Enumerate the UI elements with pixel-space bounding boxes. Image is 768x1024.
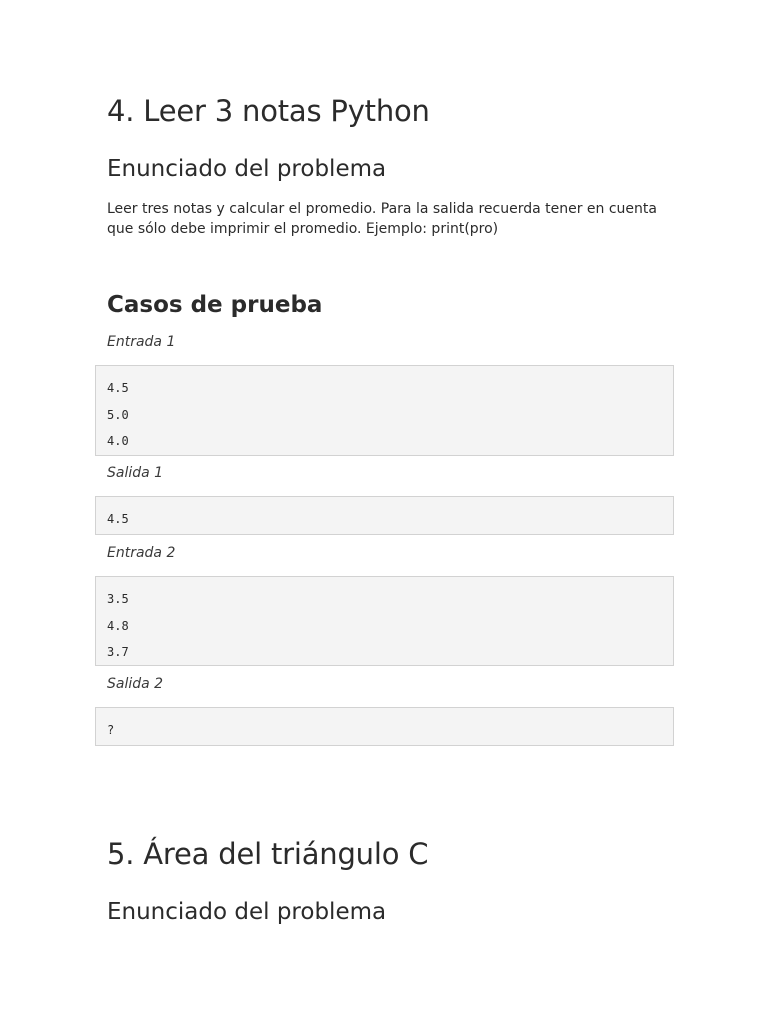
code-line: 5.0 [107, 407, 129, 422]
input-2-codeblock [95, 576, 674, 666]
section-4-statement-heading: Enunciado del problema [107, 156, 387, 182]
input-1-label: Entrada 1 [107, 334, 176, 350]
code-line: 4.5 [107, 381, 129, 395]
section-5-statement-heading: Enunciado del problema [107, 899, 387, 925]
test-cases-heading: Casos de prueba [107, 292, 323, 318]
code-line: 4.0 [107, 434, 129, 448]
code-line: 3.7 [107, 645, 129, 659]
output-1-label: Salida 1 [107, 465, 164, 481]
input-1-codeblock [95, 365, 674, 456]
output-2-label: Salida 2 [107, 676, 164, 692]
code-line: ? [107, 723, 115, 737]
section-4-statement-text: Leer tres notas y calcular el promedio. Para la salida recuerda tener en cuenta que sólo debe imprimir el promedio. Ejemplo: print(pro) [107, 201, 657, 237]
input-2-label: Entrada 2 [107, 545, 176, 561]
section-4-title: 4. Leer 3 notas Python [107, 94, 430, 128]
code-line: 4.8 [107, 618, 129, 633]
section-5-title: 5. Área del triángulo C [107, 837, 429, 871]
output-2-codeblock [95, 707, 674, 746]
code-line: 3.5 [107, 592, 129, 606]
output-1-codeblock [95, 496, 674, 535]
code-line: 4.5 [107, 512, 129, 526]
